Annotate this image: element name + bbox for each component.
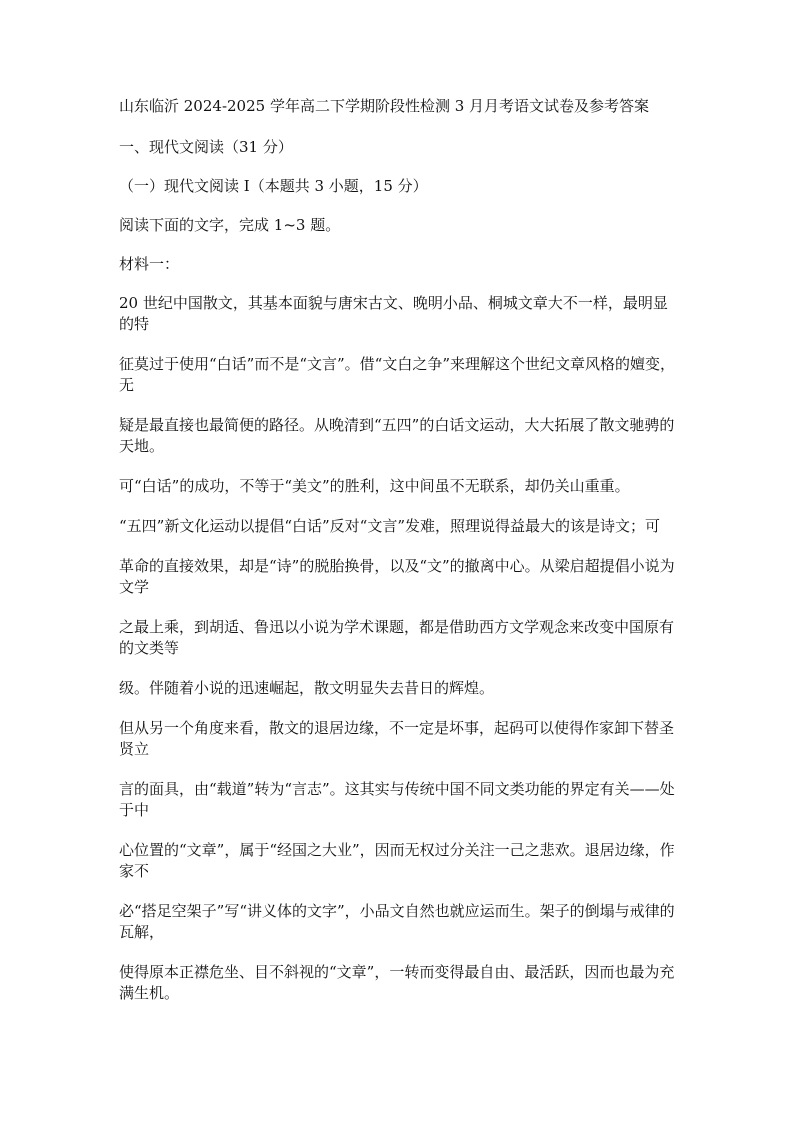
section-heading: 一、现代文阅读（31 分） (119, 138, 293, 156)
document-title: 山东临沂 2024-2025 学年高二下学期阶段性检测 3 月月考语文试卷及参考答案 (119, 97, 650, 115)
paragraph: 必“搭足空架子”写“讲义体的文字”，小品文自然也就应运而生。架子的倒塌与戒律的瓦解， (119, 902, 675, 941)
paragraph: 使得原本正襟危坐、目不斜视的“文章”，一转而变得最自由、最活跃，因而也最为充满生机。 (119, 963, 675, 1002)
paragraph: 但从另一个角度来看，散文的退居边缘，不一定是坏事，起码可以使得作家卸下替圣贤立 (119, 719, 675, 758)
reading-instruction: 阅读下面的文字，完成 1~3 题。 (119, 216, 341, 234)
paragraph: 征莫过于使用“白话”而不是“文言”。借“文白之争”来理解这个世纪文章风格的嬗变，无 (119, 355, 676, 394)
paragraph: 之最上乘，到胡适、鲁迅以小说为学术课题，都是借助西方文学观念来改变中国原有的文类等 (119, 618, 675, 657)
paragraph: “五四”新文化运动以提倡“白话”反对“文言”发难，照理说得益最大的该是诗文；可 (119, 517, 661, 535)
paragraph: 疑是最直接也最简便的路径。从晚清到“五四”的白话文运动，大大拓展了散文驰骋的天地。 (119, 416, 675, 455)
paragraph: 心位置的“文章”，属于“经国之大业”，因而无权过分关注一己之悲欢。退居边缘，作家不 (119, 841, 675, 880)
paragraph: 级。伴随着小说的迅速崛起，散文明显失去昔日的辉煌。 (119, 679, 495, 697)
paragraph: 可“白话”的成功，不等于“美文”的胜利，这中间虽不无联系，却仍关山重重。 (119, 477, 630, 495)
subsection-heading: （一）现代文阅读 I（本题共 3 小题，15 分） (119, 177, 428, 195)
paragraph: 言的面具，由“载道”转为“言志”。这其实与传统中国不同文类功能的界定有关——处于中 (119, 780, 675, 819)
paragraph: 20 世纪中国散文，其基本面貌与唐宋古文、晚明小品、桐城文章大不一样，最明显的特 (119, 294, 668, 333)
material-label: 材料一： (119, 255, 180, 273)
paragraph: 革命的直接效果，却是“诗”的脱胎换骨，以及“文”的撤离中心。从梁启超提倡小说为文学 (119, 557, 675, 596)
document-page (119, 96, 679, 1023)
